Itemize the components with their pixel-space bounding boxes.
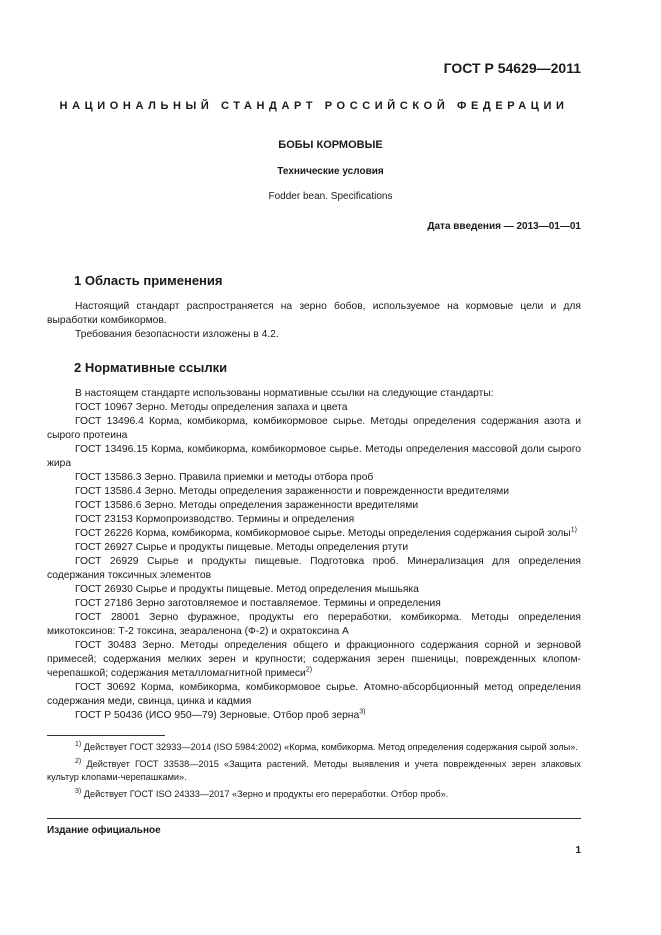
- footnotes: [47, 741, 581, 804]
- footnote-mark: 2): [305, 666, 313, 674]
- footnote: [47, 741, 581, 755]
- reference-item: ГОСТ 13586.4 Зерно. Методы определения зараженности и поврежденности вредителями: [75, 486, 509, 497]
- footnote: [47, 758, 581, 785]
- paragraph: Требования безопасности изложены в 4.2.: [75, 329, 279, 340]
- section-2-body: [47, 387, 581, 723]
- section-1-heading: 1 Область применения: [74, 273, 223, 288]
- footnote-mark: 1): [570, 526, 577, 534]
- reference-item: [47, 709, 581, 723]
- footnote-separator: [47, 735, 165, 736]
- footnote: [47, 788, 581, 802]
- paragraph: Настоящий стандарт распространяется на зерно бобов, используемое на кормовые цели и для выработки комбикормов.: [47, 301, 581, 326]
- reference-text: ГОСТ 26226 Корма, комбикорма, комбикормовое сырье. Методы определения содержания сырой золы: [75, 528, 571, 539]
- reference-item: [47, 639, 581, 681]
- footnote-text: Действует ГОСТ 32933—2014 (ISO 5984:2002) «Корма, комбикорма. Метод определения содержания сырой золы».: [83, 742, 578, 752]
- footnote-mark: 1): [75, 740, 82, 748]
- reference-item: ГОСТ 13496.4 Корма, комбикорма, комбикормовое сырье. Методы определения содержания азота и сырого протеина: [47, 416, 581, 441]
- footnote-text: Действует ГОСТ ISO 24333—2017 «Зерно и продукты его переработки. Отбор проб».: [83, 788, 449, 799]
- section-2-heading: 2 Нормативные ссылки: [74, 360, 228, 375]
- reference-item: ГОСТ 26929 Сырье и продукты пищевые. Подготовка проб. Минерализация для определения содержания токсичных элементов: [47, 556, 581, 581]
- reference-item: ГОСТ 10967 Зерно. Методы определения запаха и цвета: [75, 402, 348, 413]
- reference-item: ГОСТ 28001 Зерно фуражное, продукты его переработки, комбикорма. Методы определения микотоксинов: Т-2 токсина, зеараленона (Ф-2) и охратоксина А: [47, 612, 581, 637]
- footnote-mark: 2): [75, 757, 82, 765]
- english-title: Fodder bean. Specifications: [268, 191, 393, 202]
- reference-item: ГОСТ 13496.15 Корма, комбикорма, комбикормовое сырье. Методы определения массовой доли сырого жира: [47, 444, 581, 469]
- reference-item: ГОСТ 23153 Кормопроизводство. Термины и определения: [75, 514, 355, 525]
- footer-separator: [47, 818, 581, 819]
- footnote-mark: 3): [359, 708, 366, 716]
- document-subtitle: Технические условия: [277, 166, 384, 177]
- paragraph: В настоящем стандарте использованы нормативные ссылки на следующие стандарты:: [75, 388, 494, 399]
- reference-text: ГОСТ 30483 Зерно. Методы определения общего и фракционного содержания сорной и зерновой примесей; содержания мелких зерен и крупности; содержания зерен пшеницы, поврежденных клопом-черепашкой; содержания металломагнитной примеси: [47, 640, 581, 679]
- footnote-mark: 3): [75, 787, 82, 795]
- reference-item: ГОСТ 30692 Корма, комбикорма, комбикормовое сырье. Атомно-абсорбционный метод определения содержания меди, свинца, цинка и кадмия: [47, 682, 581, 707]
- footnote-text: Действует ГОСТ 33538—2015 «Защита растений. Методы выявления и учета поврежденных зерен злаковых культур клопами-черепашками».: [47, 758, 581, 782]
- reference-item: ГОСТ 27186 Зерно заготовляемое и поставляемое. Термины и определения: [75, 598, 441, 609]
- reference-item: ГОСТ 13586.3 Зерно. Правила приемки и методы отбора проб: [75, 472, 374, 483]
- document-title: БОБЫ КОРМОВЫЕ: [278, 139, 383, 151]
- reference-item: [47, 527, 581, 541]
- introduction-date: Дата введения — 2013—01—01: [427, 221, 581, 232]
- reference-item: ГОСТ 26927 Сырье и продукты пищевые. Методы определения ртути: [75, 542, 409, 553]
- reference-text: ГОСТ Р 50436 (ИСО 950—79) Зерновые. Отбор проб зерна: [75, 710, 360, 721]
- edition-label: Издание официальное: [47, 825, 161, 836]
- reference-item: ГОСТ 26930 Сырье и продукты пищевые. Метод определения мышьяка: [75, 584, 419, 595]
- standard-code: ГОСТ Р 54629—2011: [443, 60, 581, 76]
- reference-item: ГОСТ 13586.6 Зерно. Методы определения зараженности вредителями: [75, 500, 419, 511]
- national-standard-banner: НАЦИОНАЛЬНЫЙ СТАНДАРТ РОССИЙСКОЙ ФЕДЕРАЦИИ: [59, 100, 569, 112]
- section-1-body: [47, 300, 581, 342]
- page-number: 1: [575, 845, 581, 856]
